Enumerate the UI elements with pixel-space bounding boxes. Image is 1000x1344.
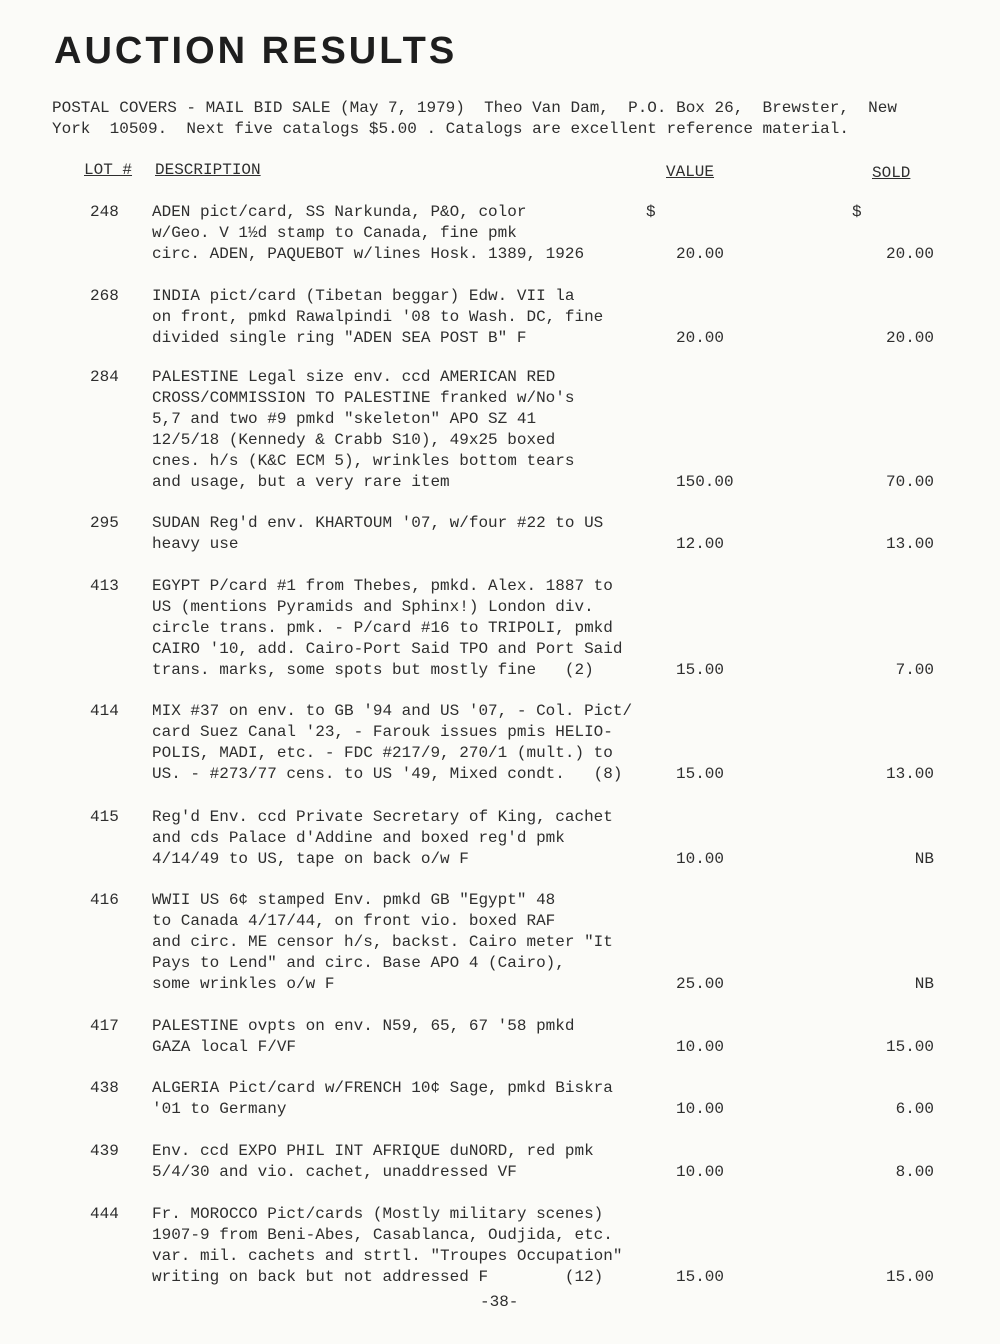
sale-info [52, 98, 962, 140]
description-line: and circ. ME censor h/s, backst. Cairo meter "It [152, 933, 613, 951]
description-line: GAZA local F/VF [152, 1038, 297, 1056]
lot-value: 12.00 [676, 535, 725, 553]
lot-sold: 70.00 [885, 473, 934, 491]
lot-value: 10.00 [676, 850, 725, 868]
header-description: DESCRIPTION [155, 161, 261, 179]
lot-sold: 13.00 [885, 765, 934, 783]
lot-number: 414 [90, 702, 119, 720]
description-line: and usage, but a very rare item [152, 473, 450, 491]
description-line: card Suez Canal '23, - Farouk issues pmis HELIO- [152, 723, 613, 741]
description-line: cnes. h/s (K&C ECM 5), wrinkles bottom tears [152, 452, 575, 470]
lot-value: 15.00 [676, 1268, 725, 1286]
lot-sold: NB [914, 850, 934, 868]
description-line: CAIRO '10, add. Cairo-Port Said TPO and Port Said [152, 640, 623, 658]
description-line: INDIA pict/card (Tibetan beggar) Edw. VII la [152, 287, 575, 305]
description-line: ALGERIA Pict/card w/FRENCH 10¢ Sage, pmkd Biskra [152, 1079, 613, 1097]
lot-sold: 13.00 [885, 535, 934, 553]
lot-sold: 20.00 [885, 245, 934, 263]
lot-sold: 8.00 [895, 1163, 934, 1181]
description-line: 5,7 and two #9 pmkd "skeleton" APO SZ 41 [152, 410, 537, 428]
description-line: WWII US 6¢ stamped Env. pmkd GB "Egypt" 48 [152, 891, 556, 909]
description-line: trans. marks, some spots but mostly fine (2) [152, 661, 594, 679]
description-line: PALESTINE Legal size env. ccd AMERICAN RED [152, 368, 556, 386]
description-line: heavy use [152, 535, 239, 553]
description-line: US. - #273/77 cens. to US '49, Mixed condt. (8) [152, 765, 623, 783]
description-line: w/Geo. V 1½d stamp to Canada, fine pmk [152, 224, 517, 242]
lot-number: 295 [90, 514, 119, 532]
lot-value: 10.00 [676, 1163, 725, 1181]
description-line: and cds Palace d'Addine and boxed reg'd pmk [152, 829, 565, 847]
lot-sold: NB [914, 975, 934, 993]
sale-info-line: POSTAL COVERS - MAIL BID SALE (May 7, 1979) Theo Van Dam, P.O. Box 26, Brewster, New [52, 99, 897, 117]
lot-number: 413 [90, 577, 119, 595]
description-line: writing on back but not addressed F (12) [152, 1268, 604, 1286]
lot-sold: 15.00 [885, 1268, 934, 1286]
description-line: CROSS/COMMISSION TO PALESTINE franked w/No's [152, 389, 575, 407]
lot-number: 417 [90, 1017, 119, 1035]
description-line: Pays to Lend" and circ. Base APO 4 (Cairo), [152, 954, 565, 972]
lot-sold: 6.00 [895, 1100, 934, 1118]
lot-value: 25.00 [676, 975, 725, 993]
description-line: some wrinkles o/w F [152, 975, 335, 993]
lot-value: 10.00 [676, 1038, 725, 1056]
description-line: US (mentions Pyramids and Sphinx!) London div. [152, 598, 594, 616]
description-line: var. mil. cachets and strtl. "Troupes Occupation" [152, 1247, 623, 1265]
description-line: SUDAN Reg'd env. KHARTOUM '07, w/four #22 to US [152, 514, 604, 532]
page-title: AUCTION RESULTS [54, 30, 458, 72]
description-line: 1907-9 from Beni-Abes, Casablanca, Oudjida, etc. [152, 1226, 613, 1244]
lot-number: 444 [90, 1205, 119, 1223]
header-value: VALUE [666, 163, 715, 181]
lot-number: 415 [90, 808, 119, 826]
lot-value: 150.00 [676, 473, 734, 491]
lot-number: 439 [90, 1142, 119, 1160]
lot-value: 20.00 [676, 245, 725, 263]
header-sold: SOLD [872, 164, 911, 182]
sale-info-line: York 10509. Next five catalogs $5.00 . Catalogs are excellent reference material. [52, 120, 849, 138]
description-line: divided single ring "ADEN SEA POST B" F [152, 329, 527, 347]
description-line: Reg'd Env. ccd Private Secretary of King, cachet [152, 808, 613, 826]
description-line: on front, pmkd Rawalpindi '08 to Wash. DC, fine [152, 308, 604, 326]
header-lot: LOT # [84, 161, 133, 179]
description-line: EGYPT P/card #1 from Thebes, pmkd. Alex. 1887 to [152, 577, 613, 595]
lot-number: 248 [90, 203, 119, 221]
lot-value: 10.00 [676, 1100, 725, 1118]
description-line: circ. ADEN, PAQUEBOT w/lines Hosk. 1389, 1926 [152, 245, 585, 263]
lot-sold: 15.00 [885, 1038, 934, 1056]
lot-number: 416 [90, 891, 119, 909]
description-line: ADEN pict/card, SS Narkunda, P&O, color [152, 203, 527, 221]
description-line: MIX #37 on env. to GB '94 and US '07, - Col. Pict/ [152, 702, 633, 720]
lot-sold: 7.00 [895, 661, 934, 679]
description-line: 5/4/30 and vio. cachet, unaddressed VF [152, 1163, 517, 1181]
lot-number: 284 [90, 368, 119, 386]
page-number: -38- [480, 1293, 519, 1311]
description-line: circle trans. pmk. - P/card #16 to TRIPOLI, pmkd [152, 619, 613, 637]
lot-number: 438 [90, 1079, 119, 1097]
description-line: Env. ccd EXPO PHIL INT AFRIQUE duNORD, red pmk [152, 1142, 594, 1160]
description-line: '01 to Germany [152, 1100, 287, 1118]
lot-value: 15.00 [676, 765, 725, 783]
description-line: 12/5/18 (Kennedy & Crabb S10), 49x25 boxed [152, 431, 556, 449]
description-line: Fr. MOROCCO Pict/cards (Mostly military scenes) [152, 1205, 604, 1223]
description-line: POLIS, MADI, etc. - FDC #217/9, 270/1 (mult.) to [152, 744, 613, 762]
lot-value: 15.00 [676, 661, 725, 679]
lot-number: 268 [90, 287, 119, 305]
value-currency-symbol: $ [646, 203, 656, 221]
lot-sold: 20.00 [885, 329, 934, 347]
lot-value: 20.00 [676, 329, 725, 347]
description-line: 4/14/49 to US, tape on back o/w F [152, 850, 469, 868]
description-line: to Canada 4/17/44, on front vio. boxed RAF [152, 912, 556, 930]
description-line: PALESTINE ovpts on env. N59, 65, 67 '58 pmkd [152, 1017, 575, 1035]
sold-currency-symbol: $ [852, 203, 862, 221]
